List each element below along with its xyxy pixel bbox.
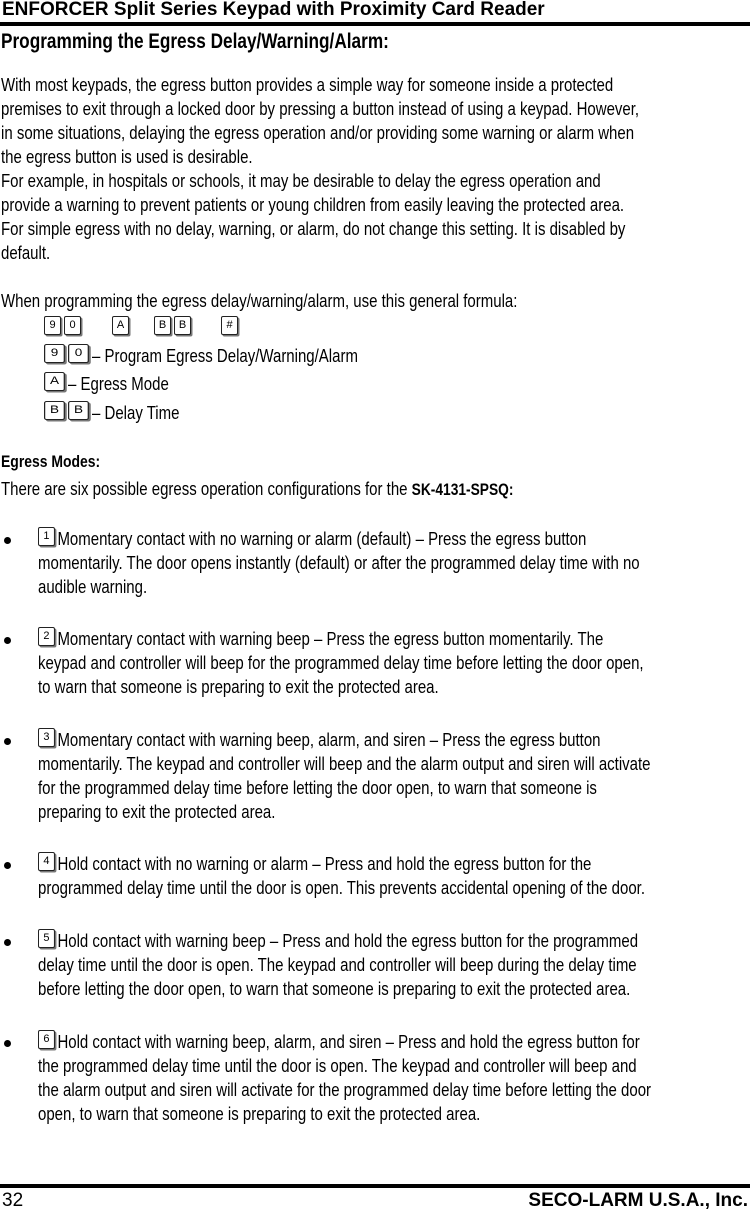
key-icon: 6 (38, 1030, 55, 1049)
key-icon: # (221, 316, 238, 335)
mode-line: the alarm output and siren will activate for the programmed delay time before letting the door (38, 1079, 652, 1100)
bullet-icon (4, 939, 11, 946)
mode-line: delay time until the door is open. The keypad and controller will beep during the delay time (38, 954, 637, 975)
mode-item (38, 1030, 743, 1126)
key-icon: 3 (38, 728, 55, 747)
mode-line: Momentary contact with warning beep – Press the egress button momentarily. The (57, 628, 604, 649)
egress-modes-intro-text: There are six possible egress operation configurations for the (1, 478, 408, 499)
formula-group-mode (112, 316, 132, 335)
bullet-icon (4, 862, 11, 869)
intro-line: provide a warning to prevent patients or young children from easily leaving the protected area. (1, 194, 625, 215)
formula-group-end (221, 316, 241, 335)
key-icon: 9 (44, 316, 61, 335)
mode-item (38, 728, 743, 824)
legend-item (44, 344, 420, 368)
mode-line: momentarily. The door opens instantly (default) or after the programmed delay time with no (38, 552, 640, 573)
mode-line: preparing to exit the protected area. (38, 801, 276, 822)
intro-line: premises to exit through a locked door by pressing a button instead of using a keypad. However, (1, 98, 640, 119)
key-icon: 2 (38, 627, 55, 646)
legend-item (44, 372, 192, 396)
mode-item (38, 929, 743, 1001)
mode-item (38, 852, 743, 900)
company-name: SECO-LARM U.S.A., Inc. (528, 1190, 748, 1211)
key-icon: B (174, 316, 191, 335)
key-icon: 0 (64, 316, 81, 335)
formula-group-program (44, 316, 84, 335)
section-title: Programming the Egress Delay/Warning/Alarm: (1, 30, 389, 53)
key-icon: B (44, 401, 65, 420)
intro-line: With most keypads, the egress button provides a simple way for someone inside a protected (1, 74, 614, 95)
mode-line: for the programmed delay time before letting the door open, to warn that someone is (38, 777, 597, 798)
mode-line: Hold contact with no warning or alarm – Press and hold the egress button for the (57, 853, 592, 874)
egress-modes-heading: Egress Modes: (1, 452, 101, 471)
intro-line: in some situations, delaying the egress operation and/or providing some warning or alarm when (1, 122, 635, 143)
bullet-icon (4, 1040, 11, 1047)
page-header (0, 0, 750, 26)
key-icon: A (112, 316, 129, 335)
key-icon: 9 (44, 344, 65, 363)
mode-line: keypad and controller will beep for the programmed delay time before letting the door open, (38, 652, 644, 673)
key-icon: 0 (68, 344, 89, 363)
egress-modes-intro (1, 477, 730, 502)
mode-line: Hold contact with warning beep – Press and hold the egress button for the programmed (57, 930, 639, 951)
key-icon: 1 (38, 527, 55, 546)
mode-line: Momentary contact with no warning or alarm (default) – Press the egress button (57, 528, 587, 549)
formula-group-delay (154, 316, 194, 335)
bullet-icon (4, 537, 11, 544)
header-title: ENFORCER Split Series Keypad with Proximity Card Reader (2, 0, 545, 20)
page-number: 32 (2, 1190, 24, 1211)
intro-line: the egress button is used is desirable. (1, 146, 253, 167)
mode-line: the programmed delay time until the door is open. The keypad and controller will beep and (38, 1055, 637, 1076)
mode-item (38, 527, 743, 599)
legend-text: – Egress Mode (68, 373, 169, 394)
legend-text: – Program Egress Delay/Warning/Alarm (92, 345, 358, 366)
mode-line: Momentary contact with warning beep, alarm, and siren – Press the egress button (57, 729, 601, 750)
key-icon: B (154, 316, 171, 335)
mode-line: to warn that someone is preparing to exit the protected area. (38, 676, 439, 697)
mode-item (38, 627, 743, 699)
key-icon: 4 (38, 852, 55, 871)
mode-line: Hold contact with warning beep, alarm, and siren – Press and hold the egress button for (57, 1031, 640, 1052)
mode-line: before letting the door open, to warn that someone is preparing to exit the protected area. (38, 978, 631, 999)
mode-line: audible warning. (38, 576, 148, 597)
intro-line: For simple egress with no delay, warning, or alarm, do not change this setting. It is disabled by (1, 218, 626, 239)
key-icon: 5 (38, 929, 55, 948)
intro-line: default. (1, 242, 51, 263)
key-icon: A (44, 372, 65, 391)
model-number: SK-4131-SPSQ: (411, 480, 514, 499)
bullet-icon (4, 738, 11, 745)
bullet-icon (4, 637, 11, 644)
mode-line: open, to warn that someone is preparing to exit the protected area. (38, 1103, 481, 1124)
mode-line: momentarily. The keypad and controller will beep and the alarm output and siren will activate (38, 753, 651, 774)
mode-line: programmed delay time until the door is open. This prevents accidental opening of the door. (38, 877, 645, 898)
formula-intro: When programming the egress delay/warning/alarm, use this general formula: (1, 290, 518, 311)
key-icon: B (68, 401, 89, 420)
legend-text: – Delay Time (92, 402, 180, 423)
intro-paragraph (1, 73, 730, 265)
legend-item (44, 401, 200, 425)
intro-line: For example, in hospitals or schools, it may be desirable to delay the egress operation and (1, 170, 601, 191)
